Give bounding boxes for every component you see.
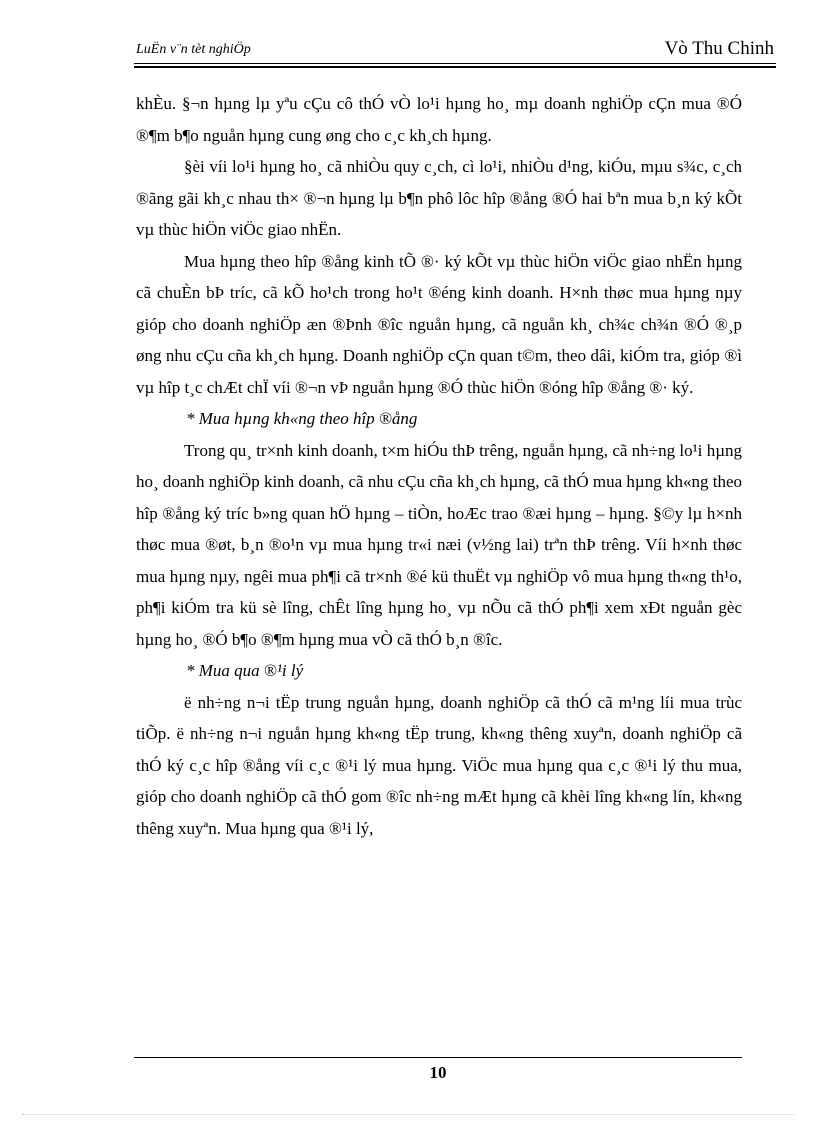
paragraph-continuation: khÈu. §¬n hµng lµ yªu cÇu cô thÓ vÒ lo¹i hµng ho¸ mµ doanh nghiÖp cÇn mua ®Ó ®¶m b¶o nguån hµng cung øng cho c¸c kh¸ch hµng. — [136, 94, 742, 145]
page-number: 10 — [429, 1063, 447, 1082]
subheading: * Mua hµng kh«ng theo hîp ®ång — [186, 409, 418, 428]
paragraph: Mua hµng theo hîp ®ång kinh tÕ ®· ký kÕt vµ thùc hiÖn viÖc giao nhËn hµng cã chuÈn bÞ tríc, cã kÕ ho¹ch trong ho¹t ®éng kinh doanh. H×nh thøc mua hµng nµy gióp cho doanh nghiÖp æn ®Þnh ®îc nguån hµng, cã nguån kh¸ ch¾c ch¾n ®Ó ®¸p øng nhu cÇu cña kh¸ch hµng. Doanh nghiÖp cÇn quan t©m, theo dâi, kiÓm tra, gióp ®ì vµ hîp t¸c chÆt chÏ víi ®¬n vÞ nguån hµng ®Ó thùc hiÖn ®óng hîp ®ång ®· ký. — [136, 251, 742, 397]
header-divider-thin — [134, 63, 776, 64]
body-text — [136, 88, 742, 844]
header-author-name: Vò Thu Chinh — [664, 38, 774, 59]
subheading: * Mua qua ®¹i lý — [186, 661, 304, 680]
footer-divider — [134, 1057, 742, 1058]
header-divider-thick — [134, 66, 776, 68]
paragraph: §èi víi lo¹i hµng ho¸ cã nhiÒu quy c¸ch, cì lo¹i, nhiÒu d¹ng, kiÓu, mµu s¾c, c¸ch ®ãng gãi kh¸c nhau th× ®¬n hµng lµ b¶n phô lôc hîp ®ång ®Ó hai bªn mua b¸n ký kÕt vµ thùc hiÖn viÖc giao nhËn. — [136, 157, 742, 239]
paragraph: ë nh÷ng n¬i tËp trung nguån hµng, doanh nghiÖp cã thÓ cã m¹ng líi mua trùc tiÕp. ë nh÷ng n¬i nguån hµng kh«ng tËp trung, kh«ng thêng xuyªn, doanh nghiÖp cã thÓ ký c¸c hîp ®ång víi c¸c ®¹i lý mua hµng. ViÖc mua hµng qua c¸c ®¹i lý thu mua, gióp cho doanh nghiÖp cã thÓ gom ®îc nh÷ng mÆt hµng cã khèi lîng kh«ng lín, kh«ng thêng xuyªn. Mua hµng qua ®¹i lý, — [136, 692, 742, 838]
paragraph: Trong qu¸ tr×nh kinh doanh, t×m hiÓu thÞ trêng, nguån hµng, cã nh÷ng lo¹i hµng ho¸ doanh nghiÖp kinh doanh, cã nhu cÇu cña kh¸ch hµng, cã thÓ mua hµng kh«ng theo hîp ®ång ký tríc b»ng quan hÖ hµng – tiÒn, hoÆc trao ®æi hµng – hµng. §©y lµ h×nh thøc mua ®øt, b¸n ®o¹n vµ mua hµng tr«i næi (v½ng lai) trªn thÞ trêng. Víi h×nh thøc mua hµng nµy, ngêi mua ph¶i cã tr×nh ®é kü thuËt vµ nghiÖp vô mua hµng th«ng th¹o, ph¶i kiÓm tra kü sè lîng, chÊt lîng hµng ho¸ vµ nÕu cã thÓ ph¶i xem xÐt nguån gèc hµng ho¸ ®Ó b¶o ®¶m hµng mua vÒ cã thÓ b¸n ®îc. — [136, 440, 742, 649]
page-bottom-dotted-line — [22, 1114, 794, 1115]
header-thesis-label: LuËn v¨n tèt nghiÖp — [136, 42, 251, 57]
